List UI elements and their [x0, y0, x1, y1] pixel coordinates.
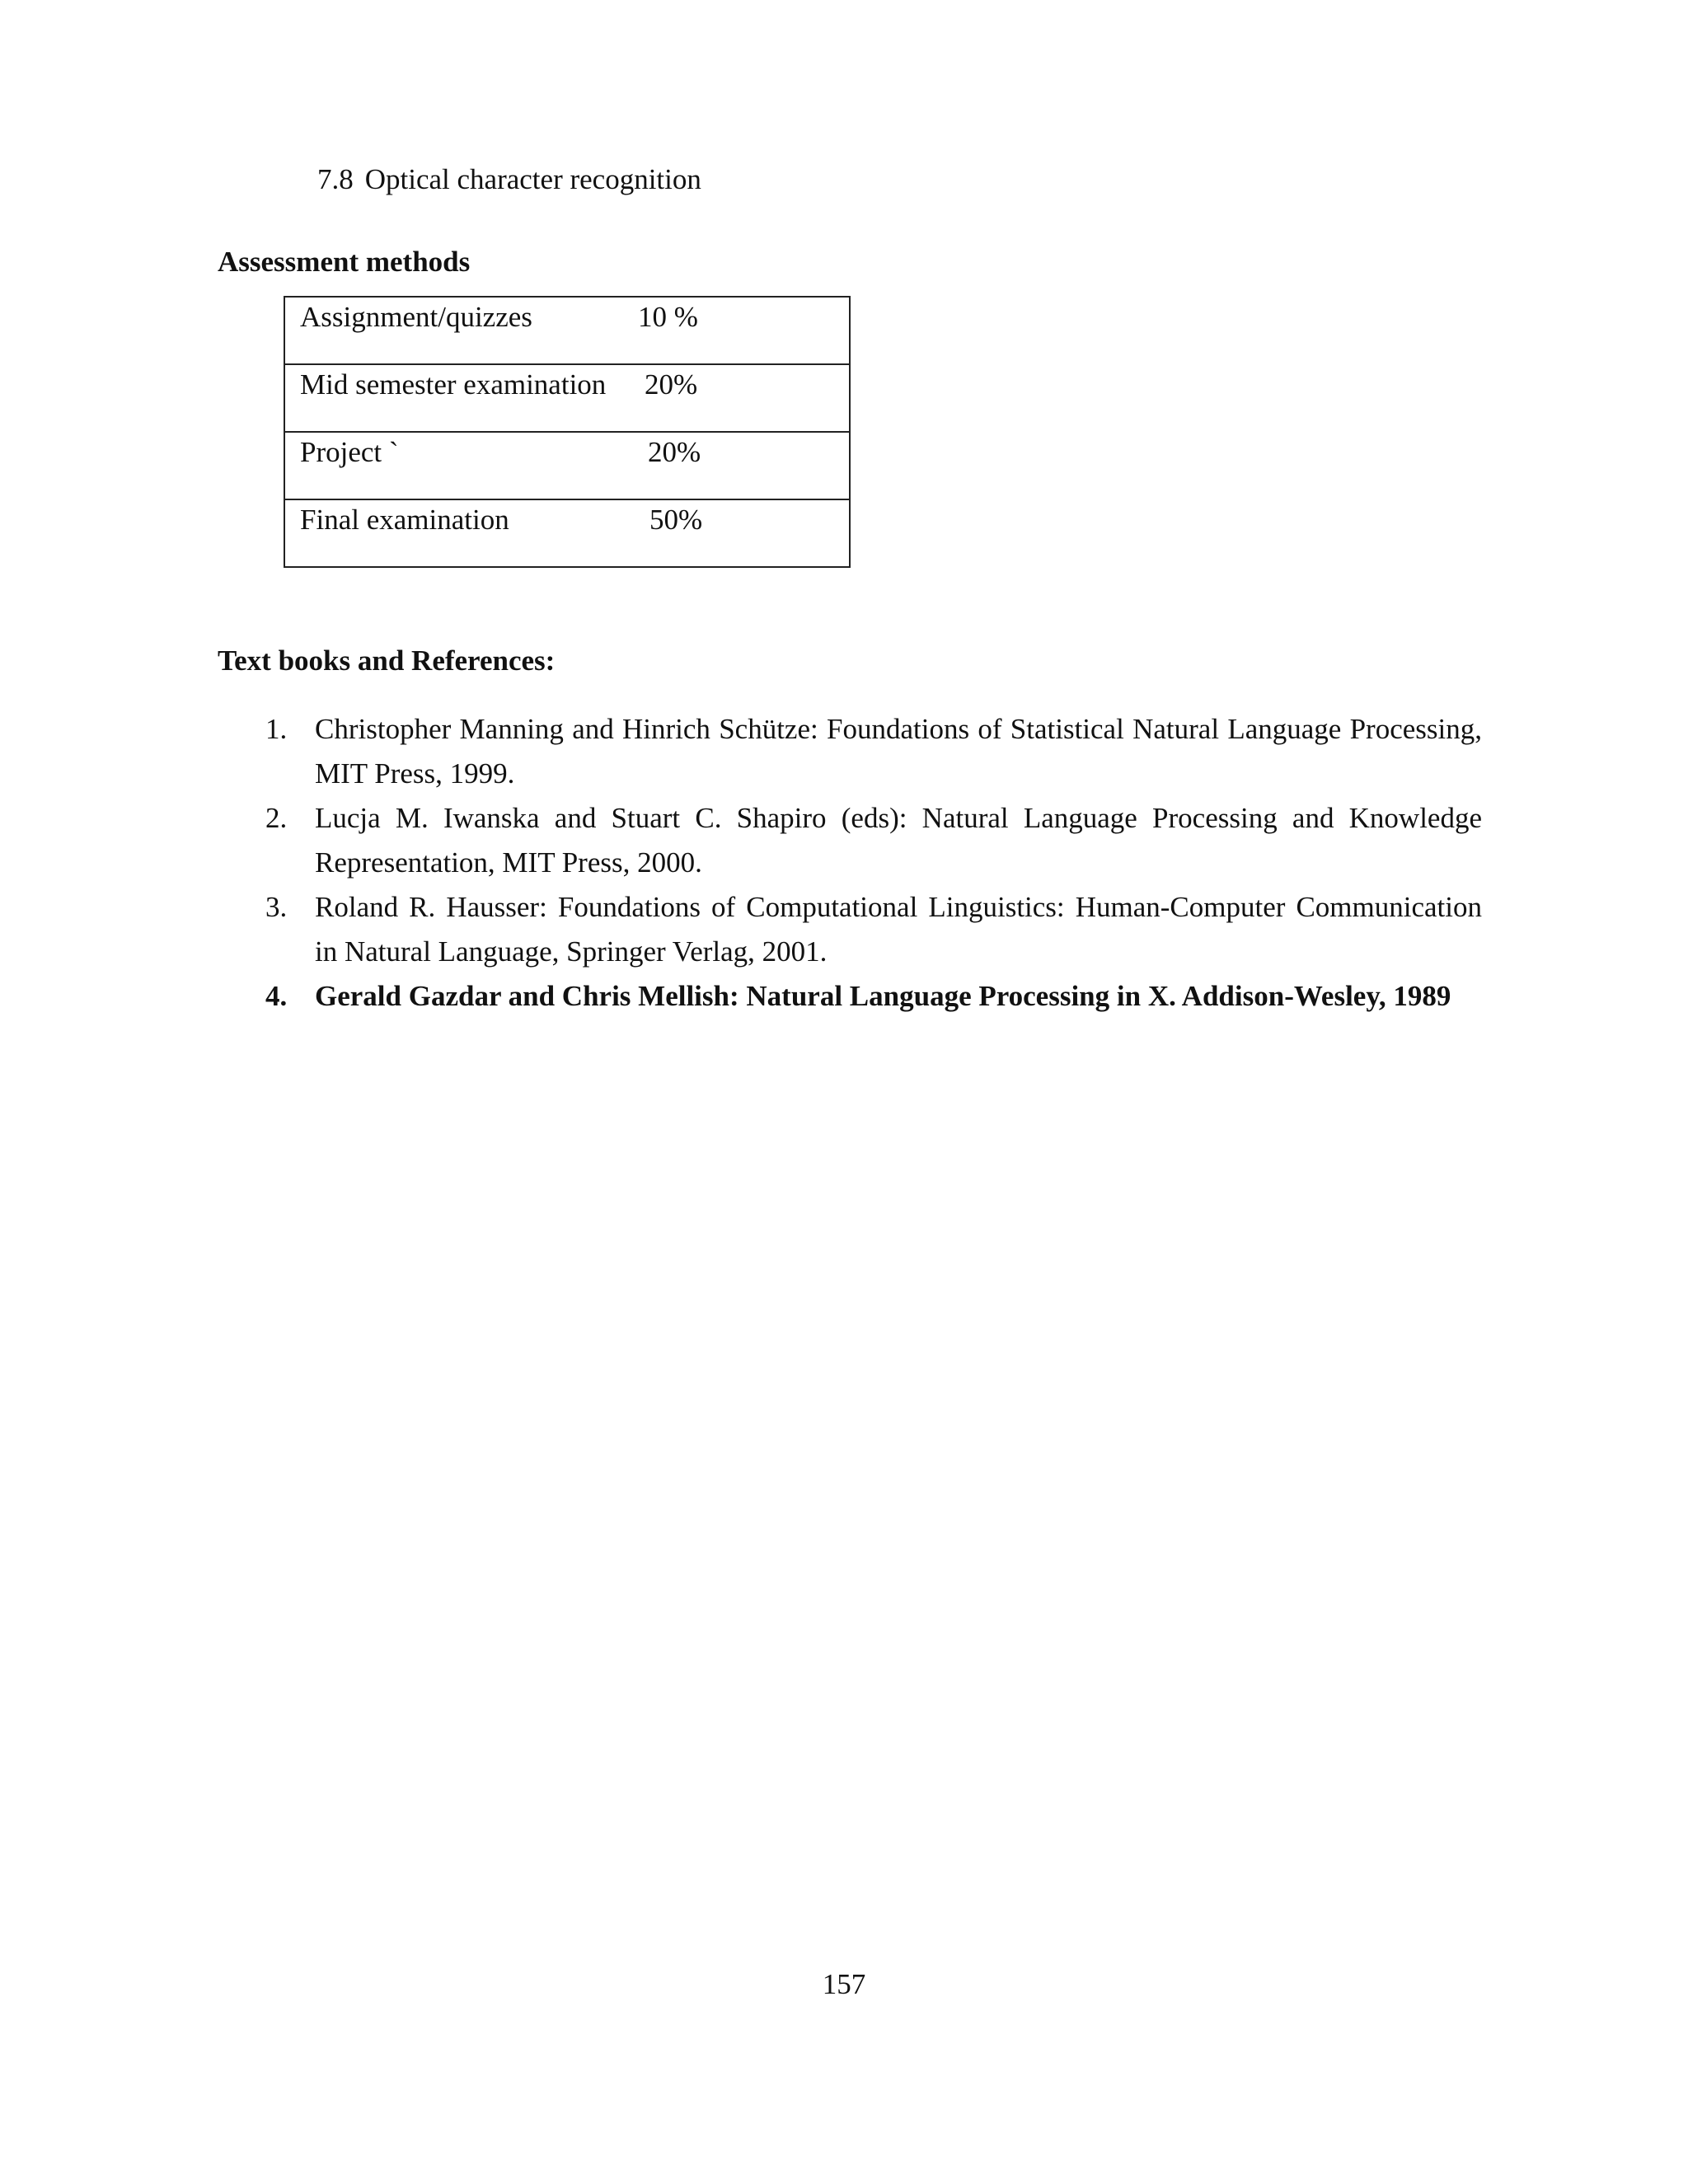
reference-number: 4.: [265, 980, 288, 1012]
table-row: [284, 297, 850, 364]
list-item: [218, 707, 1482, 796]
assessment-value: 10 %: [638, 301, 698, 333]
table-cell: [284, 432, 850, 499]
assessment-label: Project `: [300, 436, 399, 468]
table-row: [284, 499, 850, 567]
assessment-value: 50%: [649, 504, 703, 536]
table-cell: [284, 364, 850, 432]
subsection-number: 7.8: [317, 163, 354, 195]
list-item: [218, 885, 1482, 974]
assessment-value: 20%: [648, 436, 701, 468]
subsection-line: [317, 160, 701, 199]
reference-number: 2.: [265, 802, 288, 834]
page-number: 157: [822, 1968, 866, 2000]
assessment-label: Final examination: [300, 504, 509, 536]
references-heading: Text books and References:: [218, 644, 556, 677]
list-item: [218, 974, 1482, 1019]
reference-text: Roland R. Hausser: Foundations of Computational Linguistics: Human-Computer Communication in Natural Language, Springer Verlag, 2001.: [315, 891, 1482, 968]
reference-text: Gerald Gazdar and Chris Mellish: Natural Language Processing in X. Addison-Wesley, 1989: [315, 980, 1451, 1012]
reference-number: 3.: [265, 891, 288, 923]
assessment-heading: Assessment methods: [218, 246, 471, 278]
table-cell: [284, 499, 850, 567]
reference-text: Christopher Manning and Hinrich Schütze: Foundations of Statistical Natural Language Processing, MIT Press, 1999.: [315, 713, 1482, 790]
reference-number: 1.: [265, 713, 288, 745]
assessment-table: [284, 296, 851, 568]
assessment-label: Assignment/quizzes: [300, 301, 532, 333]
assessment-value: 20%: [645, 368, 698, 401]
reference-text: Lucja M. Iwanska and Stuart C. Shapiro (eds): Natural Language Processing and Knowledge Representation, MIT Press, 2000.: [315, 802, 1482, 879]
references-list: [218, 707, 1482, 1019]
subsection-title: Optical character recognition: [364, 163, 701, 195]
table-row: [284, 432, 850, 499]
assessment-label: Mid semester examination: [300, 368, 607, 401]
table-row: [284, 364, 850, 432]
list-item: [218, 796, 1482, 885]
table-cell: [284, 297, 850, 364]
